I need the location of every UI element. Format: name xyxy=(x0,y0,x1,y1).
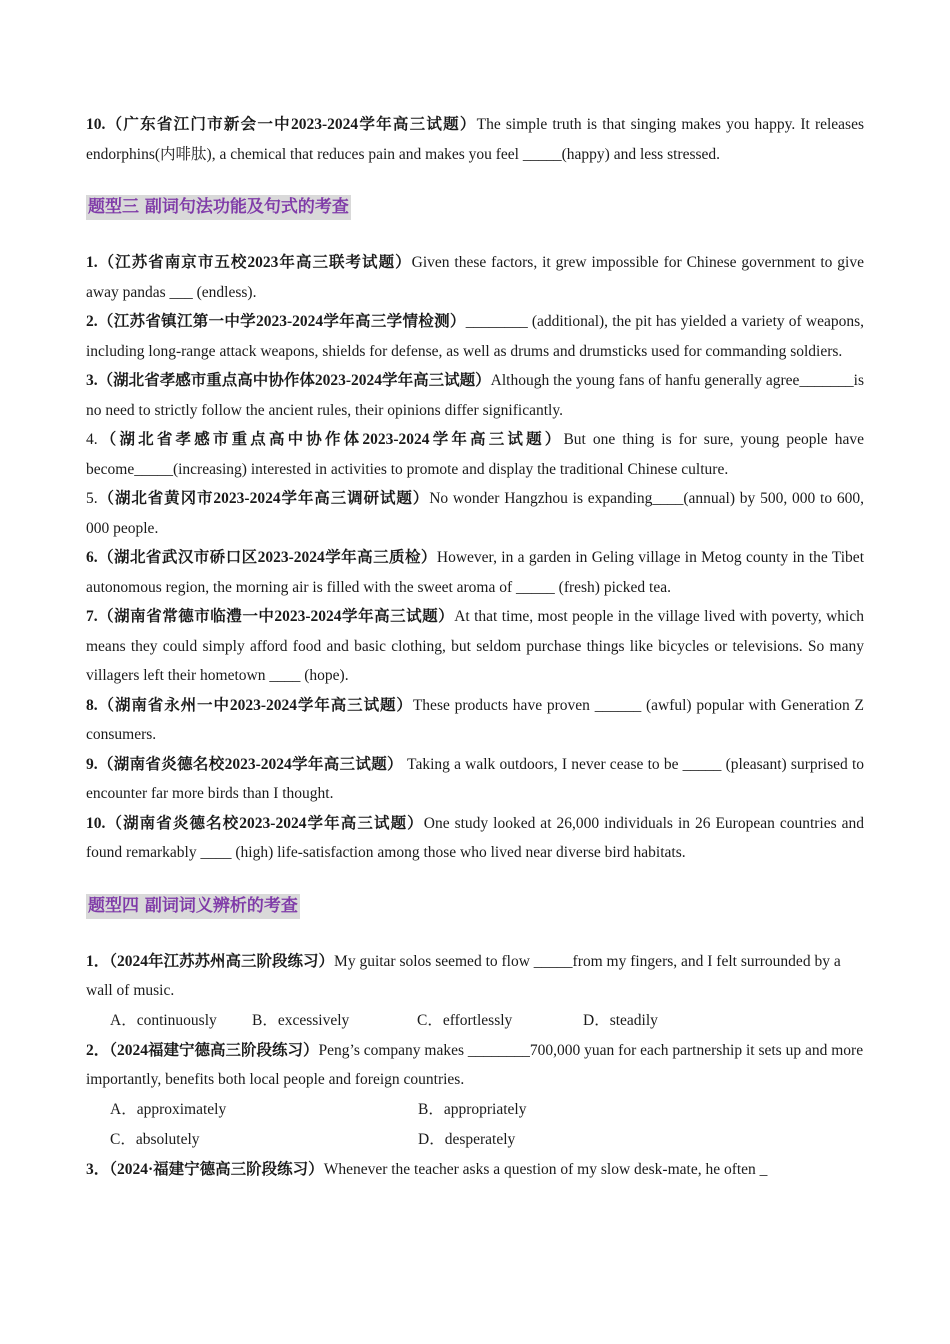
question-item xyxy=(86,110,864,169)
answer-options xyxy=(86,1095,864,1125)
option-b[interactable]: B．appropriately xyxy=(418,1100,527,1118)
question-source: （2024年江苏苏州高三阶段练习） xyxy=(109,952,335,970)
question-text: My guitar solos seemed to flow _____from my fingers, and I felt surrounded by a wall of music. xyxy=(86,952,841,999)
question-number: 6. xyxy=(86,549,98,566)
question-text: Peng’s company makes ________700,000 yuan for each partnership it sets up and more importantly, benefits both local people and foreign countries. xyxy=(86,1041,864,1088)
answer-options xyxy=(86,1006,864,1036)
question-source: （湖南省炎德名校2023-2024学年高三试题） xyxy=(97,755,403,773)
question-item xyxy=(86,366,864,425)
option-c[interactable]: C．absolutely xyxy=(110,1130,200,1148)
question-text: However, in a garden in Geling village in Metog county in the Tibet autonomous region, the morning air is filled with the sweet aroma of _____ (fresh) picked tea. xyxy=(86,549,864,596)
question-source: （湖北省孝感市重点高中协作体2023-2024学年高三试题） xyxy=(97,431,564,448)
document-content xyxy=(86,110,864,1184)
question-source: （湖北省黄冈市2023-2024学年高三调研试题） xyxy=(97,490,430,507)
option-d[interactable]: D．steadily xyxy=(583,1011,658,1029)
question-item xyxy=(86,543,864,602)
question-number: 10. xyxy=(86,116,106,133)
question-number: 9. xyxy=(86,755,98,773)
question-source: （2024·福建宁德高三阶段练习） xyxy=(109,1160,324,1178)
question-item xyxy=(86,248,864,307)
question-item xyxy=(86,425,864,484)
question-text: No wonder Hangzhou is expanding____(annual) by 500, 000 to 600, 000 people. xyxy=(86,490,864,537)
question-number: 8. xyxy=(86,696,98,714)
question-source: （湖南省常德市临澧一中2023-2024学年高三试题） xyxy=(97,608,455,625)
question-source: （2024福建宁德高三阶段练习） xyxy=(109,1041,319,1059)
question-source: （湖南省永州一中2023-2024学年高三试题） xyxy=(97,696,413,714)
question-source: （湖北省武汉市硚口区2023-2024学年高三质检） xyxy=(97,549,437,566)
question-number: 2. xyxy=(86,313,98,330)
question-number: 4. xyxy=(86,431,98,448)
option-b[interactable]: B．excessively xyxy=(252,1011,350,1029)
question-number: 1． xyxy=(86,952,110,970)
question-text: Although the young fans of hanfu generally agree_______is no need to strictly follow the ancient rules, their opinions differ significantly. xyxy=(86,372,864,419)
question-number: 5. xyxy=(86,490,98,507)
question-number: 2． xyxy=(86,1041,110,1059)
option-d[interactable]: D．desperately xyxy=(418,1130,516,1148)
question-item xyxy=(86,809,864,868)
question-item xyxy=(86,691,864,750)
option-a[interactable]: A．continuously xyxy=(110,1011,217,1029)
question-text: These products have proven ______ (awful) popular with Generation Z consumers. xyxy=(86,696,864,743)
option-c[interactable]: C．effortlessly xyxy=(417,1011,513,1029)
question-item xyxy=(86,750,864,809)
question-text: But one thing is for sure, young people have become_____(increasing) interested in activities to promote and display the traditional Chinese culture. xyxy=(86,431,864,478)
question-source: （广东省江门市新会一中2023-2024学年高三试题） xyxy=(105,116,477,133)
question-source: （湖北省孝感市重点高中协作体2023-2024学年高三试题） xyxy=(97,372,491,389)
section-heading-wrap xyxy=(86,894,864,919)
option-a[interactable]: A．approximately xyxy=(110,1100,227,1118)
question-text: Given these factors, it grew impossible for Chinese government to give away pandas ___ (endless). xyxy=(86,254,864,301)
question-number: 3． xyxy=(86,1160,110,1178)
question-text: The simple truth is that singing makes you happy. It releases endorphins(内啡肽), a chemical that reduces pain and makes you feel _____(happy) and less stressed. xyxy=(86,116,865,163)
question-text: Whenever the teacher asks a question of my slow desk-mate, he often _ xyxy=(323,1160,768,1178)
question-number: 7. xyxy=(86,608,98,625)
question-item xyxy=(86,602,864,691)
section-title: 题型三 副词句法功能及句式的考查 xyxy=(86,195,351,220)
section-heading-wrap xyxy=(86,195,864,220)
question-number: 10. xyxy=(86,814,106,832)
question-item xyxy=(86,307,864,366)
question-item xyxy=(86,1036,864,1095)
question-source: （湖南省炎德名校2023-2024学年高三试题） xyxy=(105,814,424,832)
question-source: （江苏省镇江第一中学2023-2024学年高三学情检测） xyxy=(97,313,466,330)
question-number: 3. xyxy=(86,372,98,389)
answer-options xyxy=(86,1125,864,1155)
question-source: （江苏省南京市五校2023年高三联考试题） xyxy=(97,254,412,271)
question-text: ________ (additional), the pit has yielded a variety of weapons, including long-range attack weapons, shields for defense, as well as drums and drumsticks used for commanding soldiers. xyxy=(86,313,865,360)
question-item xyxy=(86,947,864,1006)
question-text: Taking a walk outdoors, I never cease to be _____ (pleasant) surprised to encounter far more birds than I thought. xyxy=(86,755,864,802)
question-text: One study looked at 26,000 individuals in 26 European countries and found remarkably ____ (high) life-satisfaction among those who lived near diverse bird habitats. xyxy=(86,814,864,861)
question-item xyxy=(86,484,864,543)
section-title: 题型四 副词词义辨析的考查 xyxy=(86,894,300,919)
question-number: 1. xyxy=(86,254,98,271)
question-text: At that time, most people in the village lived with poverty, which means they could simply afford food and basic clothing, but seldom purchase things like bicycles or televisions. So many villagers left their hometown ____ (hope). xyxy=(86,608,864,684)
question-item xyxy=(86,1155,864,1185)
